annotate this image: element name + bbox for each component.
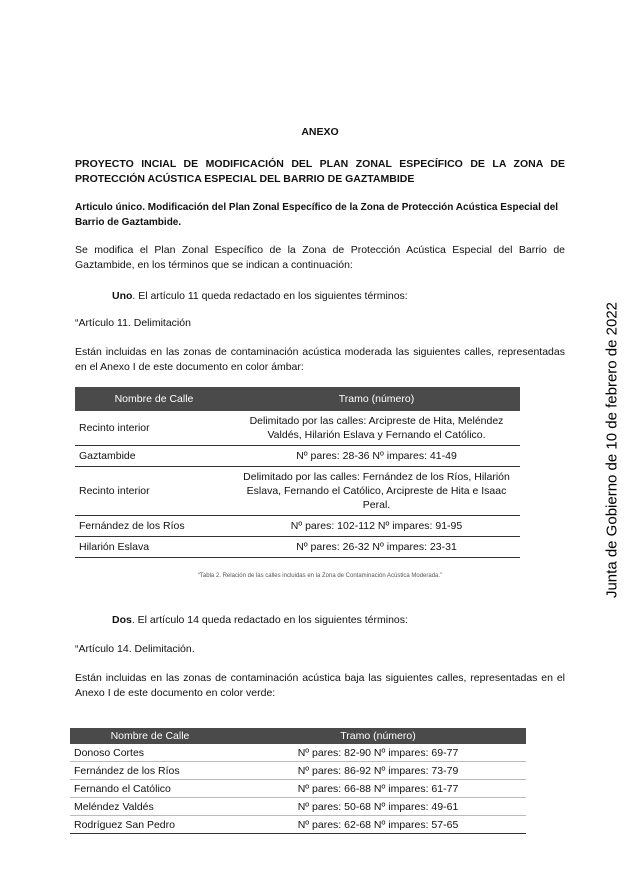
table-header-row bbox=[70, 728, 526, 744]
section-cell: Nº pares: 82-90 Nº impares: 69-77 bbox=[230, 744, 526, 762]
table-row bbox=[75, 446, 520, 467]
uno-paragraph bbox=[112, 289, 562, 304]
column-header: Tramo (número) bbox=[230, 728, 526, 744]
table-row bbox=[75, 467, 520, 516]
article-14-description: Están incluidas en las zonas de contaminación acústica baja las siguientes calles, representadas en el Anexo I de este documento en color verde: bbox=[75, 672, 565, 699]
street-name-cell: Gaztambide bbox=[75, 446, 233, 467]
section-cell: Delimitado por las calles: Arcipreste de Hita, Meléndez Valdés, Hilarión Eslava y Fernando el Católico. bbox=[233, 411, 520, 446]
table-row bbox=[70, 780, 526, 798]
street-name-cell: Fernández de los Ríos bbox=[70, 762, 230, 780]
annex-title: ANEXO bbox=[301, 126, 339, 138]
section-cell: Nº pares: 102-112 Nº impares: 91-95 bbox=[233, 516, 520, 537]
street-name-cell: Meléndez Valdés bbox=[70, 798, 230, 816]
table-row bbox=[75, 537, 520, 558]
table-caption: “Tabla 2. Relación de las calles incluidas en la Zona de Contaminación Acústica Moderada.” bbox=[197, 573, 443, 579]
table-row bbox=[75, 516, 520, 537]
dos-label: Dos bbox=[112, 614, 132, 626]
article-11-title: “Artículo 11. Delimitación bbox=[75, 317, 191, 329]
table-row bbox=[70, 816, 526, 834]
street-name-cell: Recinto interior bbox=[75, 411, 233, 446]
street-name-cell: Hilarión Eslava bbox=[75, 537, 233, 558]
uno-text: . El artículo 11 queda redactado en los siguientes términos: bbox=[132, 290, 408, 302]
table-row bbox=[75, 411, 520, 446]
section-cell: Nº pares: 86-92 Nº impares: 73-79 bbox=[230, 762, 526, 780]
street-name-cell: Fernando el Católico bbox=[70, 780, 230, 798]
moderate-zone-table bbox=[75, 387, 520, 558]
intro-paragraph: Se modifica el Plan Zonal Específico de la Zona de Protección Acústica Especial del Barrio de Gaztambide, en los términos que se indican a continuación: bbox=[75, 244, 565, 271]
section-cell: Nº pares: 66-88 Nº impares: 61-77 bbox=[230, 780, 526, 798]
street-name-cell: Fernández de los Ríos bbox=[75, 516, 233, 537]
column-header: Tramo (número) bbox=[233, 387, 520, 411]
column-header: Nombre de Calle bbox=[75, 387, 233, 411]
section-cell: Nº pares: 28-36 Nº impares: 41-49 bbox=[233, 446, 520, 467]
street-name-cell: Donoso Cortes bbox=[70, 744, 230, 762]
side-stamp-text: Junta de Gobierno de 10 de febrero de 2022 bbox=[603, 301, 621, 599]
street-name-cell: Recinto interior bbox=[75, 467, 233, 516]
street-name-cell: Rodríguez San Pedro bbox=[70, 816, 230, 834]
uno-label: Uno bbox=[112, 290, 133, 302]
column-header: Nombre de Calle bbox=[70, 728, 230, 744]
section-cell: Nº pares: 50-68 Nº impares: 49-61 bbox=[230, 798, 526, 816]
dos-text: . El artículo 14 queda redactado en los siguientes términos: bbox=[131, 614, 408, 626]
article-14-title: “Artículo 14. Delimitación. bbox=[75, 643, 195, 655]
table-row bbox=[70, 762, 526, 780]
table-header-row bbox=[75, 387, 520, 411]
low-zone-table bbox=[70, 728, 526, 834]
section-cell: Nº pares: 26-32 Nº impares: 23-31 bbox=[233, 537, 520, 558]
table-row bbox=[70, 744, 526, 762]
table-row bbox=[70, 798, 526, 816]
section-cell: Nº pares: 62-68 Nº impares: 57-65 bbox=[230, 816, 526, 834]
article-11-description: Están incluidas en las zonas de contaminación acústica moderada las siguientes calles, representadas en el Anexo I de este documento en color ámbar: bbox=[75, 346, 565, 373]
document-heading: PROYECTO INCIAL DE MODIFICACIÓN DEL PLAN ZONAL ESPECÍFICO DE LA ZONA DE PROTECCIÓN ACÚSTICA ESPECIAL DEL BARRIO DE GAZTAMBIDE bbox=[75, 158, 565, 185]
article-heading: Articulo único. Modificación del Plan Zonal Específico de la Zona de Protección Acústica Especial del Barrio de Gaztambide. bbox=[75, 202, 559, 228]
section-cell: Delimitado por las calles: Fernández de los Ríos, Hilarión Eslava, Fernando el Católico, Arcipreste de Hita e Isaac Peral. bbox=[233, 467, 520, 516]
dos-paragraph bbox=[112, 613, 562, 628]
